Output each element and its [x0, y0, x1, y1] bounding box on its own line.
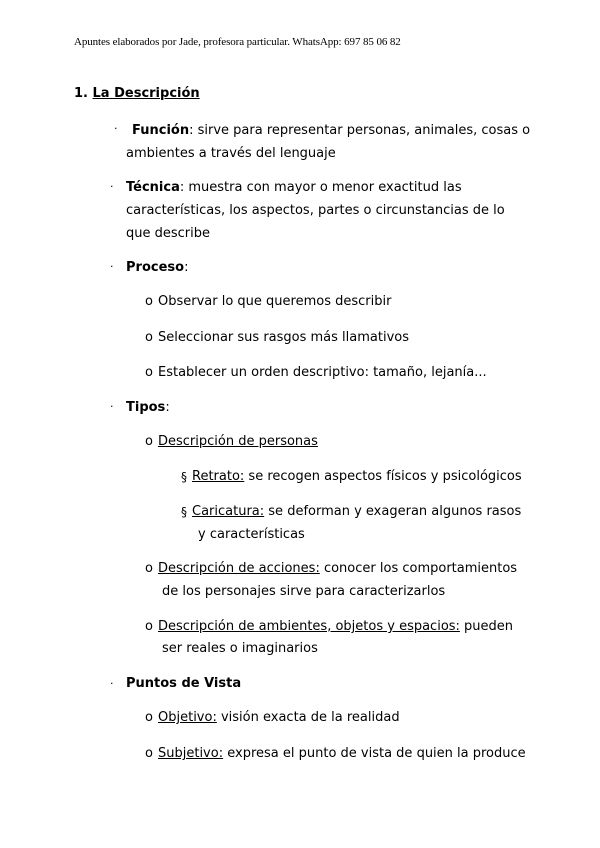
bullet-icon: ·	[110, 180, 114, 193]
proceso-item-1: Observar lo que queremos describir	[158, 294, 392, 309]
section-number: 1.	[74, 86, 88, 101]
funcion-line2: ambientes a través del lenguaje	[126, 146, 336, 161]
section-title-text: La Descripción	[92, 86, 200, 101]
circle-bullet-icon: o	[145, 561, 153, 576]
caricatura-line2: y características	[198, 527, 305, 542]
tipos-label: Tipos	[126, 400, 166, 415]
bullet-icon: ·	[110, 677, 114, 690]
ambientes-line2: ser reales o imaginarios	[162, 641, 318, 656]
proceso-item-3: Establecer un orden descriptivo: tamaño, lejanía...	[158, 365, 487, 380]
proceso-item-2: Seleccionar sus rasgos más llamativos	[158, 330, 409, 345]
objetivo-text: visión exacta de la realidad	[216, 710, 400, 725]
caricatura-line1	[192, 501, 521, 523]
circle-bullet-icon: o	[145, 710, 153, 725]
funcion-line1	[132, 120, 530, 142]
circle-bullet-icon: o	[145, 746, 153, 761]
tecnica-line3: que describe	[126, 226, 210, 241]
tecnica-line1	[126, 177, 462, 199]
section-bullet-icon: §	[181, 470, 187, 484]
section-title	[74, 86, 200, 101]
bullet-icon: ·	[110, 400, 114, 413]
retrato-text: se recogen aspectos físicos y psicológicos	[244, 469, 522, 484]
acciones-text1: conocer los comportamientos	[319, 561, 518, 576]
page-header: Apuntes elaborados por Jade, profesora particular. WhatsApp: 697 85 06 82	[74, 36, 401, 48]
objetivo-item	[158, 707, 400, 729]
ambientes-text1: pueden	[459, 619, 514, 634]
ambientes-label: Descripción de ambientes, objetos y espacios:	[158, 619, 460, 634]
acciones-line1	[158, 558, 517, 580]
personas-label: Descripción de personas	[158, 434, 318, 449]
proceso-heading	[126, 257, 188, 279]
bullet-icon: ·	[114, 122, 118, 135]
circle-bullet-icon: o	[145, 365, 153, 380]
retrato-label: Retrato:	[192, 469, 245, 484]
proceso-colon: :	[184, 260, 189, 275]
subjetivo-label: Subjetivo:	[158, 746, 224, 761]
ambientes-line1	[158, 616, 513, 638]
circle-bullet-icon: o	[145, 294, 153, 309]
tecnica-line2: características, los aspectos, partes o circunstancias de lo	[126, 203, 505, 218]
tecnica-text1: : muestra con mayor o menor exactitud las	[179, 180, 462, 195]
circle-bullet-icon: o	[145, 434, 153, 449]
section-bullet-icon: §	[181, 505, 187, 519]
objetivo-label: Objetivo:	[158, 710, 217, 725]
circle-bullet-icon: o	[145, 619, 153, 634]
subjetivo-item	[158, 743, 526, 765]
tipos-colon: :	[165, 400, 170, 415]
subjetivo-text: expresa el punto de vista de quien la produce	[223, 746, 526, 761]
bullet-icon: ·	[110, 260, 114, 273]
caricatura-text1: se deforman y exageran algunos rasos	[264, 504, 522, 519]
proceso-label: Proceso	[126, 260, 185, 275]
funcion-label: Función	[132, 123, 190, 138]
personas-item	[158, 431, 318, 453]
retrato-item	[192, 466, 522, 488]
acciones-line2: de los personajes sirve para caracterizarlos	[162, 584, 446, 599]
funcion-text1: : sirve para representar personas, animales, cosas o	[189, 123, 531, 138]
tecnica-label: Técnica	[126, 180, 180, 195]
acciones-label: Descripción de acciones:	[158, 561, 320, 576]
caricatura-label: Caricatura:	[192, 504, 265, 519]
puntos-label: Puntos de Vista	[126, 676, 242, 691]
circle-bullet-icon: o	[145, 330, 153, 345]
tipos-heading	[126, 397, 170, 419]
